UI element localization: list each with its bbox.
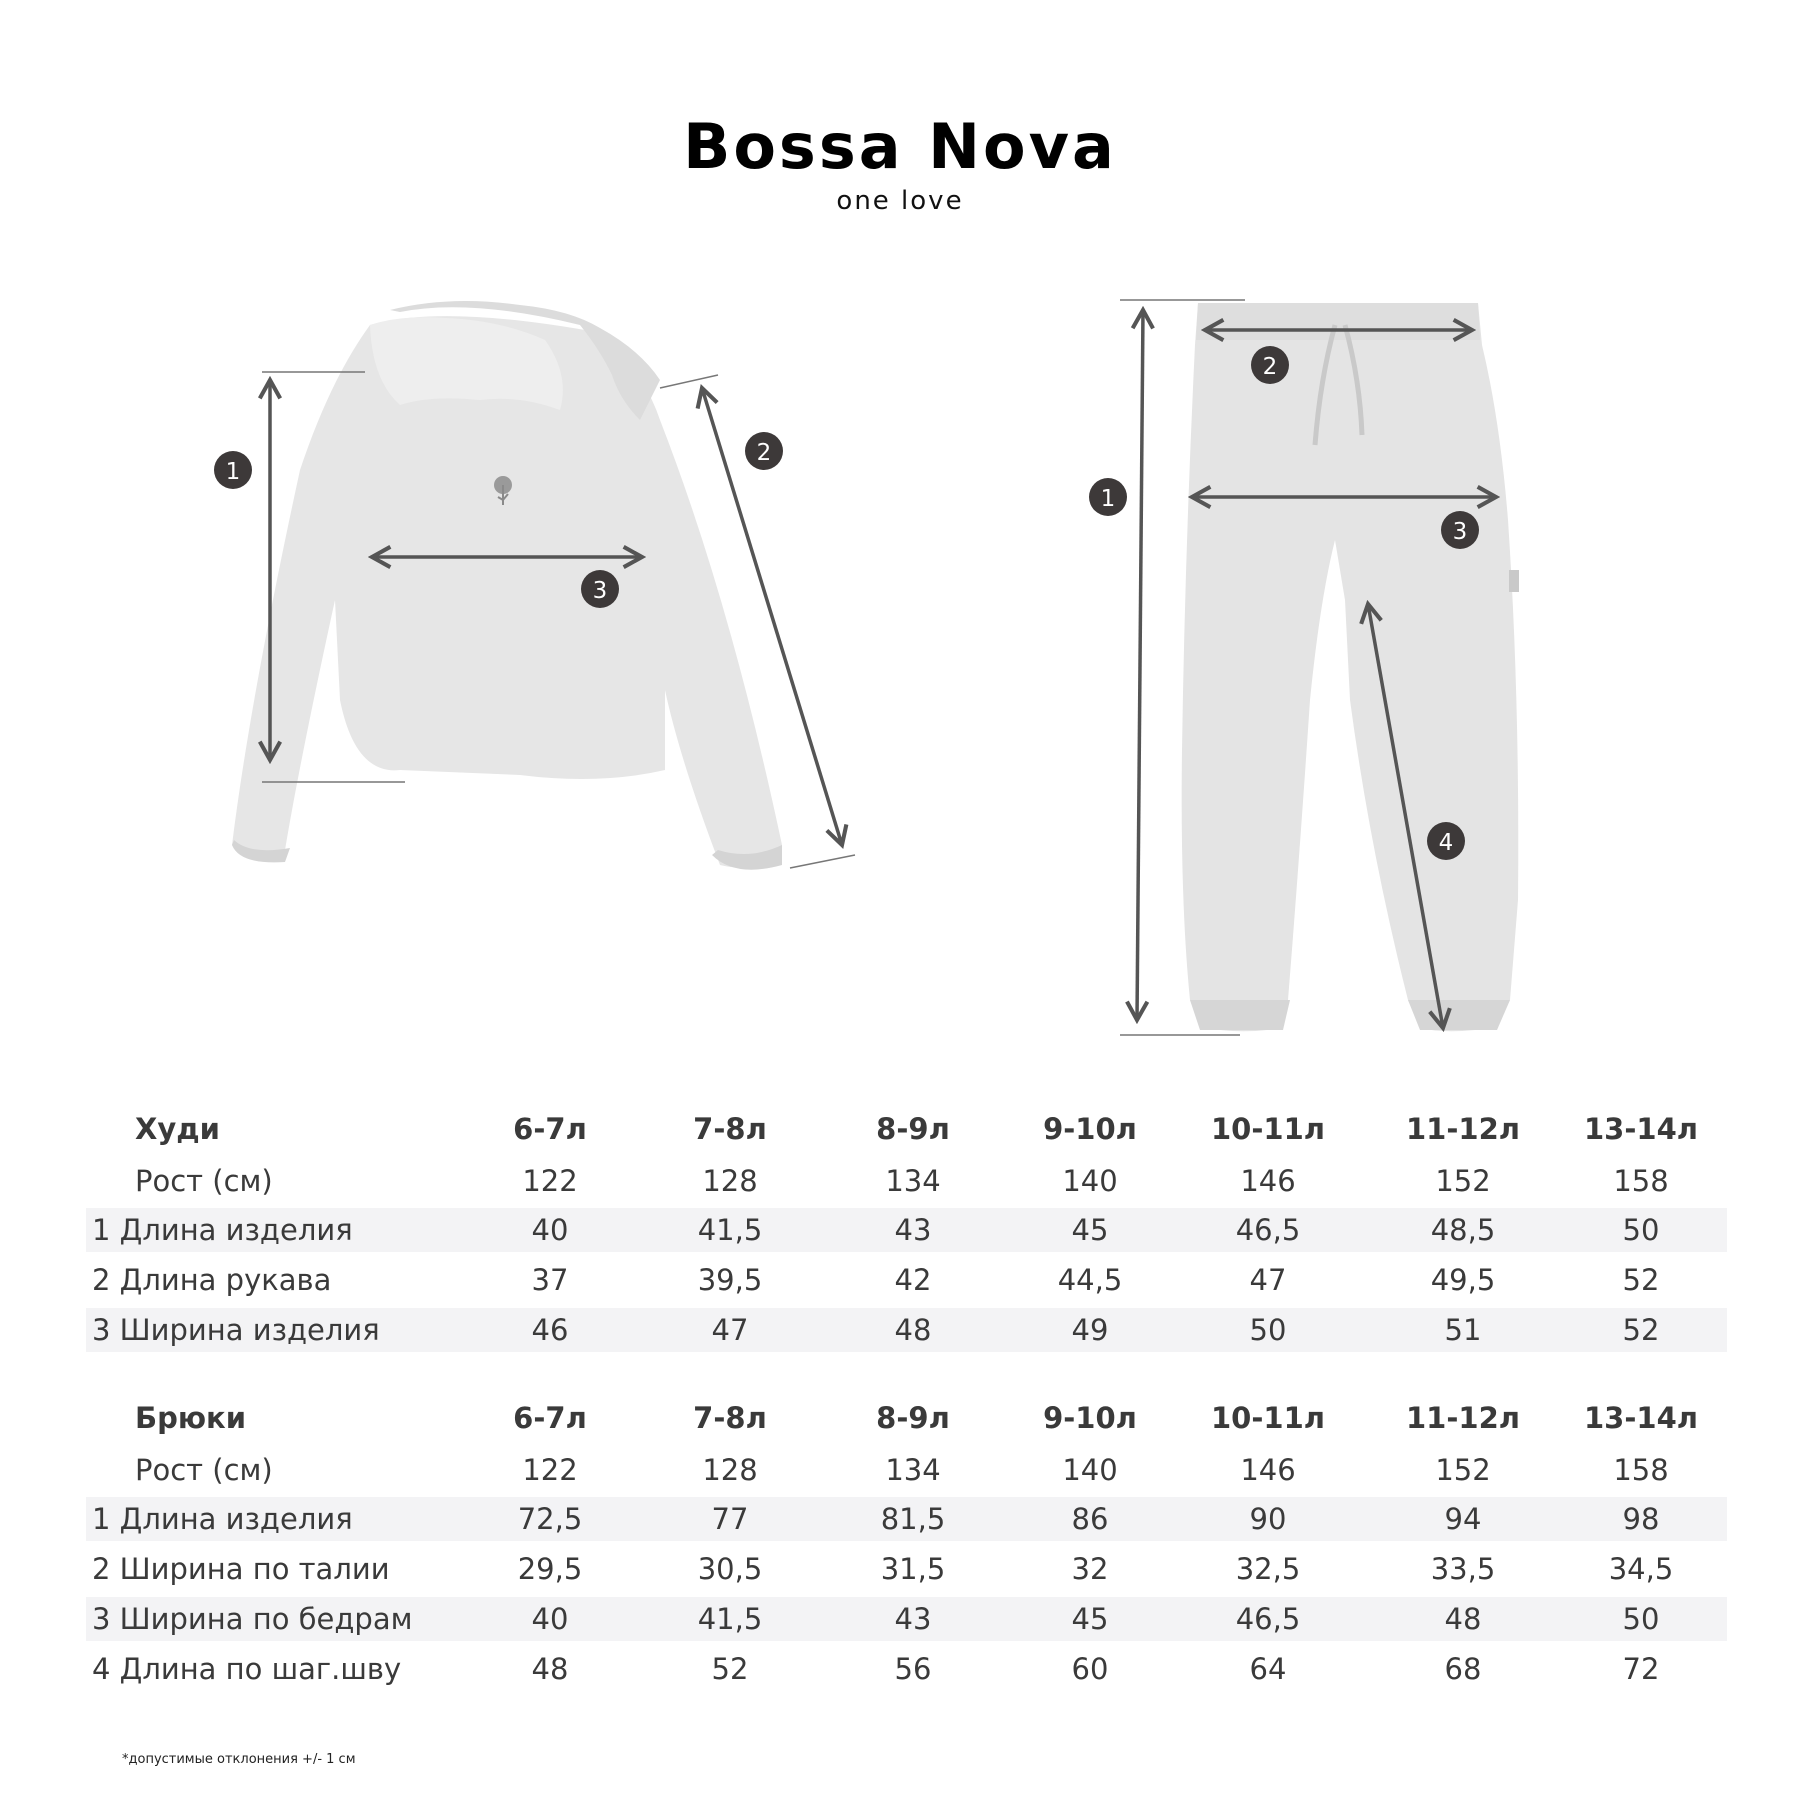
size-header: 9-10л [1043,1401,1137,1435]
svg-text:2: 2 [756,440,772,466]
table-cell: 39,5 [697,1263,763,1297]
table-cell: 32 [1071,1552,1109,1586]
footnote: *допустимые отклонения +/- 1 см [122,1752,356,1767]
size-header: 11-12л [1406,1401,1520,1435]
svg-text:3: 3 [592,578,608,604]
size-header: 10-11л [1211,1401,1325,1435]
row-label: 3 Ширина изделия [92,1313,380,1347]
hoodie-marker-3 [581,570,619,608]
table-cell: 31,5 [880,1552,946,1586]
table-cell: 152 [1435,1453,1491,1487]
table-row [86,1541,1727,1597]
table-cell: 45 [1071,1602,1109,1636]
row-label: 2 Ширина по талии [92,1552,390,1586]
size-header: 7-8л [693,1112,767,1146]
table-cell: 41,5 [697,1602,763,1636]
table-cell: 158 [1613,1453,1669,1487]
size-header: 6-7л [513,1401,587,1435]
hoodie-table-title: Худи [135,1112,221,1146]
table-cell: 52 [1622,1313,1660,1347]
table-row [86,1308,1727,1352]
table-cell: 60 [1071,1652,1109,1686]
table-cell: 48,5 [1430,1213,1496,1247]
table-cell: 44,5 [1057,1263,1123,1297]
table-cell: 64 [1249,1652,1287,1686]
table-row [86,1252,1727,1308]
table-cell: 40 [531,1602,569,1636]
pants-shape [1182,303,1519,1031]
size-header: 7-8л [693,1401,767,1435]
table-cell: 140 [1062,1164,1118,1198]
brand-tagline: one love [836,186,964,216]
row-label: 1 Длина изделия [92,1213,353,1247]
hoodie-shape [232,301,782,870]
pants-height-row [86,1443,1727,1497]
table-row [86,1497,1727,1541]
table-cell: 68 [1444,1652,1482,1686]
table-cell: 43 [894,1602,932,1636]
row-label: Рост (см) [135,1453,273,1487]
table-row [86,1641,1727,1697]
table-cell: 41,5 [697,1213,763,1247]
table-cell: 50 [1622,1213,1660,1247]
table-cell: 48 [531,1652,569,1686]
table-cell: 32,5 [1235,1552,1301,1586]
table-cell: 46,5 [1235,1213,1301,1247]
table-cell: 48 [894,1313,932,1347]
table-cell: 49,5 [1430,1263,1496,1297]
table-cell: 46,5 [1235,1602,1301,1636]
row-label: 1 Длина изделия [92,1502,353,1536]
table-cell: 48 [1444,1602,1482,1636]
table-cell: 56 [894,1652,932,1686]
svg-text:2: 2 [1262,354,1278,380]
pants-marker-4 [1427,822,1465,860]
table-cell: 33,5 [1430,1552,1496,1586]
table-cell: 29,5 [517,1552,583,1586]
table-cell: 128 [702,1164,758,1198]
pants-length-arrow [1137,310,1143,1020]
table-cell: 45 [1071,1213,1109,1247]
pants-header-row [86,1393,1727,1443]
table-cell: 158 [1613,1164,1669,1198]
table-cell: 146 [1240,1164,1296,1198]
svg-text:1: 1 [225,459,241,485]
table-cell: 46 [531,1313,569,1347]
table-cell: 72,5 [517,1502,583,1536]
hoodie-marker-2 [745,432,783,470]
size-header: 13-14л [1584,1112,1698,1146]
brand-name: Bossa Nova [683,110,1117,183]
table-cell: 47 [711,1313,749,1347]
table-cell: 50 [1622,1602,1660,1636]
size-header: 11-12л [1406,1112,1520,1146]
row-label: 4 Длина по шаг.шву [92,1652,402,1686]
table-cell: 86 [1071,1502,1109,1536]
size-header: 9-10л [1043,1112,1137,1146]
hoodie-header-row [86,1104,1727,1154]
row-label: Рост (см) [135,1164,273,1198]
table-cell: 81,5 [880,1502,946,1536]
hoodie-illustration [200,300,880,900]
table-cell: 122 [522,1453,578,1487]
table-cell: 128 [702,1453,758,1487]
table-row [86,1597,1727,1641]
pants-marker-2 [1251,346,1289,384]
row-label: 2 Длина рукава [92,1263,332,1297]
table-cell: 140 [1062,1453,1118,1487]
table-cell: 30,5 [697,1552,763,1586]
hoodie-size-table [86,1104,1727,1352]
svg-text:3: 3 [1452,519,1468,545]
table-cell: 34,5 [1608,1552,1674,1586]
table-cell: 51 [1444,1313,1482,1347]
table-cell: 94 [1444,1502,1482,1536]
table-cell: 37 [531,1263,569,1297]
svg-text:1: 1 [1100,486,1116,512]
table-cell: 146 [1240,1453,1296,1487]
side-label-tag [1509,570,1519,592]
hoodie-height-row [86,1154,1727,1208]
pants-marker-3 [1441,511,1479,549]
table-cell: 52 [1622,1263,1660,1297]
pants-marker-1 [1089,478,1127,516]
table-cell: 42 [894,1263,932,1297]
svg-text:4: 4 [1438,830,1454,856]
size-header: 13-14л [1584,1401,1698,1435]
size-header: 8-9л [876,1112,950,1146]
table-row [86,1208,1727,1252]
table-cell: 52 [711,1652,749,1686]
pants-illustration [1060,280,1640,1060]
table-cell: 50 [1249,1313,1287,1347]
row-label: 3 Ширина по бедрам [92,1602,413,1636]
table-cell: 98 [1622,1502,1660,1536]
table-cell: 134 [885,1164,941,1198]
pants-table-title: Брюки [135,1401,247,1435]
size-header: 6-7л [513,1112,587,1146]
size-header: 10-11л [1211,1112,1325,1146]
table-cell: 72 [1622,1652,1660,1686]
hoodie-marker-1 [214,451,252,489]
table-cell: 90 [1249,1502,1287,1536]
table-cell: 122 [522,1164,578,1198]
table-cell: 134 [885,1453,941,1487]
table-cell: 40 [531,1213,569,1247]
table-cell: 152 [1435,1164,1491,1198]
table-cell: 47 [1249,1263,1287,1297]
table-cell: 49 [1071,1313,1109,1347]
size-header: 8-9л [876,1401,950,1435]
table-cell: 43 [894,1213,932,1247]
pants-size-table [86,1393,1727,1697]
table-cell: 77 [711,1502,749,1536]
